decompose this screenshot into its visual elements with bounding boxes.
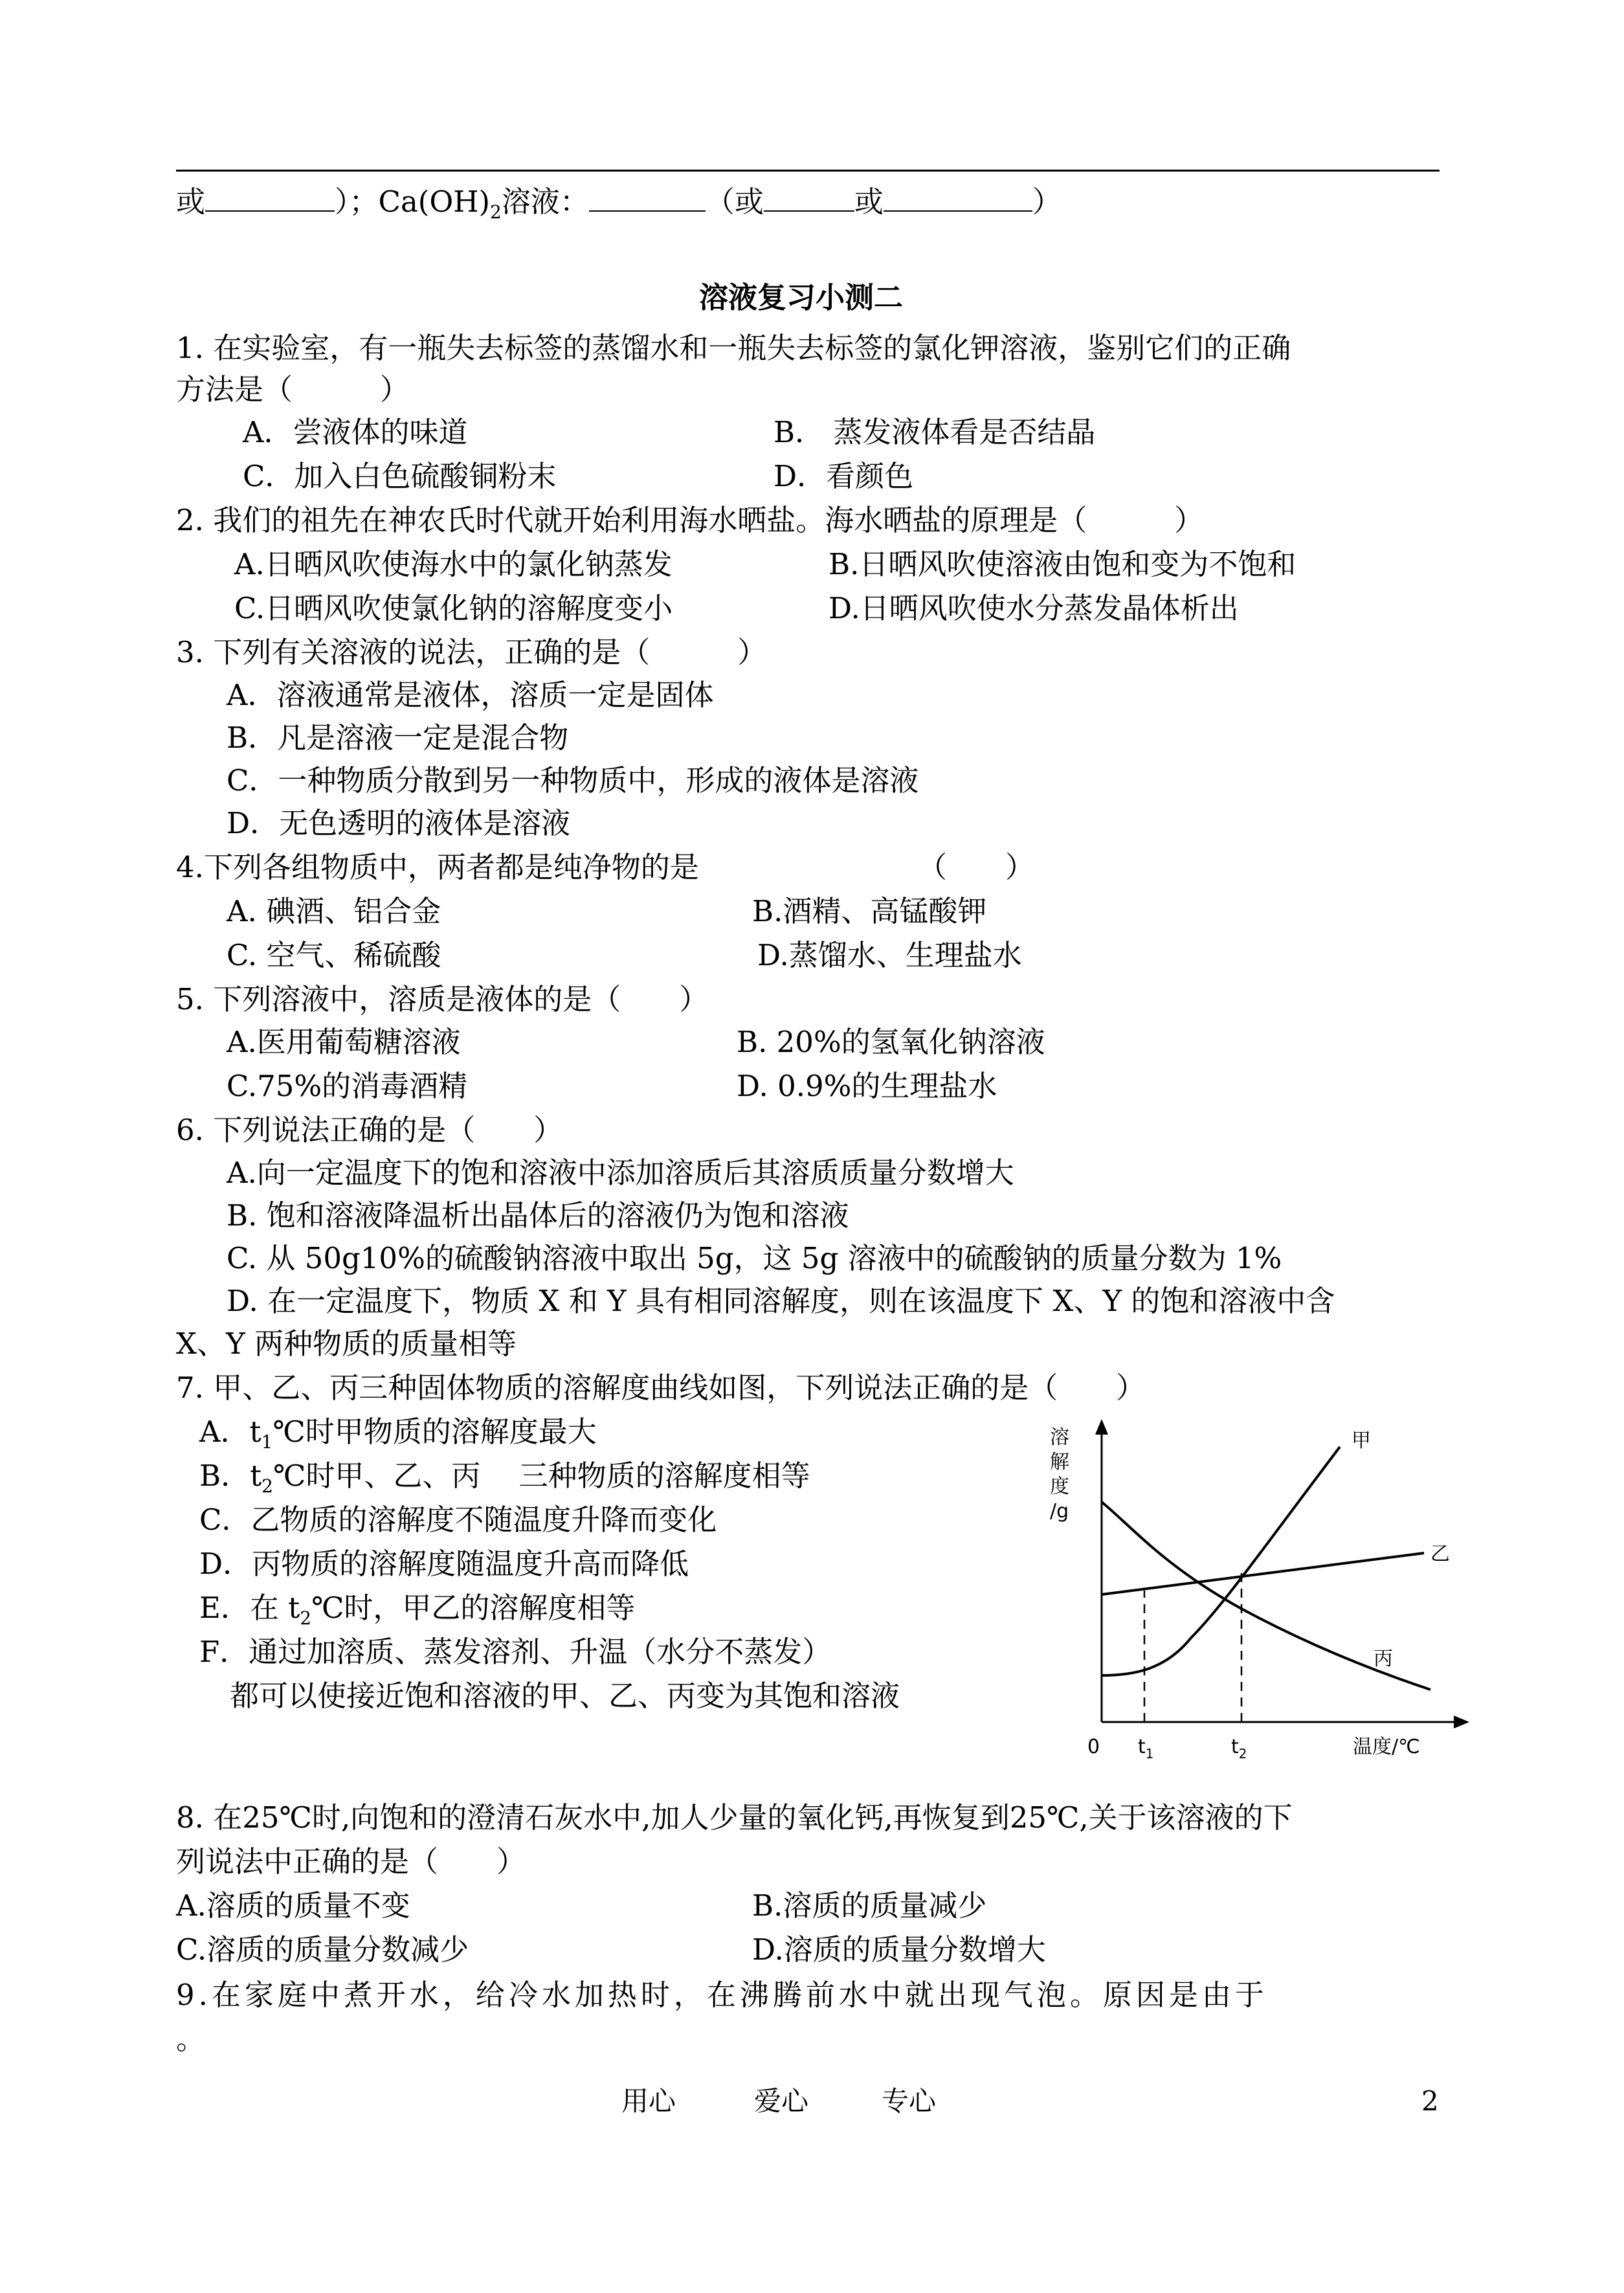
q4-answer-paren: （ ） (918, 850, 1035, 884)
option-text: B．t (199, 1459, 262, 1493)
footer-word: 爱心 (754, 2085, 809, 2117)
q3-option-b[interactable]: B．凡是溶液一定是混合物 (227, 721, 569, 755)
top-line-text: 溶液： (501, 185, 589, 219)
tick-label-t1: $t_1$ (1138, 1736, 1154, 1762)
top-line-text: 或 (854, 185, 884, 219)
q6-stem: 6. 下列说法正确的是（ ） (176, 1113, 563, 1147)
top-line (176, 183, 1062, 232)
subscript: 2 (490, 201, 502, 223)
page-number: 2 (1421, 2085, 1439, 2117)
section-title: 溶液复习小测二 (699, 280, 904, 315)
y-label-char: 解 (1050, 1451, 1069, 1473)
q7-option-d[interactable]: D．丙物质的溶解度随温度升高而降低 (199, 1547, 689, 1581)
y-label-char: /g (1050, 1500, 1069, 1523)
option-text: ℃时，甲乙的溶解度相等 (311, 1591, 636, 1625)
q5-option-b[interactable]: B. 20%的氢氧化钠溶液 (737, 1025, 1045, 1059)
q8-option-a[interactable]: A.溶质的质量不变 (176, 1888, 410, 1923)
q8-option-c[interactable]: C.溶质的质量分数减少 (176, 1932, 469, 1967)
q3-option-a[interactable]: A．溶液通常是液体，溶质一定是固体 (227, 678, 714, 712)
q7-option-f[interactable]: F．通过加溶质、蒸发溶剂、升温（水分不蒸发） (199, 1635, 832, 1669)
q6-option-d-cont: X、Y 两种物质的质量相等 (176, 1326, 517, 1361)
option-text: ℃时甲物质的溶解度最大 (273, 1415, 597, 1449)
x-axis-arrow-icon (1454, 1716, 1469, 1728)
fill-blank[interactable] (884, 185, 1032, 212)
q7-option-a[interactable] (199, 1413, 597, 1462)
q1-stem-2: 方法是（ ） (176, 372, 410, 407)
q1-option-a[interactable]: A．尝液体的味道 (243, 415, 468, 449)
y-axis-arrow-icon (1095, 1419, 1108, 1435)
q2-option-c[interactable]: C.日晒风吹使氯化钠的溶解度变小 (234, 591, 673, 625)
top-line-text: ）；Ca(OH) (335, 185, 491, 219)
fill-blank[interactable] (589, 185, 706, 212)
q7-option-b[interactable] (199, 1457, 810, 1506)
q8-option-b[interactable]: B.溶质的质量减少 (752, 1888, 987, 1923)
q5-option-a[interactable]: A.医用葡萄糖溶液 (227, 1025, 461, 1059)
top-line-text: ） (1032, 185, 1062, 219)
q3-option-c[interactable]: C．一种物质分散到另一种物质中，形成的液体是溶液 (227, 763, 919, 798)
q4-option-c[interactable]: C. 空气、稀硫酸 (227, 938, 441, 972)
q2-option-d[interactable]: D.日晒风吹使水分蒸发晶体析出 (829, 591, 1239, 625)
q9-stem: 9.在家庭中煮开水，给冷水加热时，在沸腾前水中就出现气泡。原因是由于 (176, 1978, 1268, 2012)
q3-stem: 3. 下列有关溶液的说法，正确的是（ ） (176, 635, 767, 669)
q8-option-d[interactable]: D.溶质的质量分数增大 (752, 1932, 1046, 1967)
series-label-bing: 丙 (1374, 1648, 1393, 1670)
y-label-char: 溶 (1050, 1426, 1069, 1449)
q6-option-c[interactable]: C. 从 50g10%的硫酸钠溶液中取出 5g，这 5g 溶液中的硫酸钠的质量分数为 1% (227, 1241, 1282, 1275)
q5-option-c[interactable]: C.75%的消毒酒精 (227, 1069, 468, 1103)
q1-option-c[interactable]: C．加入白色硫酸铜粉末 (243, 459, 557, 493)
subscript: 2 (300, 1607, 312, 1629)
q7-option-f-cont: 都可以使接近饱和溶液的甲、乙、丙变为其饱和溶液 (230, 1679, 900, 1713)
footer-word: 专心 (882, 2085, 937, 2117)
q8-stem-2: 列说法中正确的是（ ） (176, 1844, 526, 1879)
q7-option-c[interactable]: C．乙物质的溶解度不随温度升降而变化 (199, 1503, 717, 1537)
q6-option-d[interactable]: D. 在一定温度下，物质 X 和 Y 具有相同溶解度，则在该温度下 X、Y 的饱和溶液中含 (227, 1284, 1335, 1318)
series-yi-line (1102, 1553, 1424, 1594)
q2-option-a[interactable]: A.日晒风吹使海水中的氯化钠蒸发 (234, 547, 673, 581)
series-label-jia: 甲 (1351, 1429, 1371, 1452)
y-label-char: 度 (1050, 1475, 1069, 1498)
q4-stem: 4.下列各组物质中，两者都是纯净物的是 (176, 850, 699, 884)
q8-stem: 8. 在25℃时,向饱和的澄清石灰水中,加人少量的氧化钙,再恢复到25℃,关于该溶液的下 (176, 1800, 1293, 1835)
q4-option-a[interactable]: A. 碘酒、铝合金 (227, 894, 441, 928)
q4-option-d[interactable]: D.蒸馏水、生理盐水 (757, 938, 1022, 972)
q5-option-d[interactable]: D. 0.9%的生理盐水 (737, 1069, 997, 1103)
x-axis-label: 温度/℃ (1353, 1736, 1420, 1758)
q6-option-b[interactable]: B. 饱和溶液降温析出晶体后的溶液仍为饱和溶液 (227, 1198, 849, 1233)
footer-word: 用心 (621, 2085, 676, 2117)
q1-stem: 1. 在实验室，有一瓶失去标签的蒸馏水和一瓶失去标签的氯化钾溶液，鉴别它们的正确 (176, 331, 1291, 365)
solubility-chart (1036, 1411, 1476, 1774)
fill-blank[interactable] (205, 185, 335, 212)
origin-label: 0 (1087, 1736, 1100, 1758)
q3-option-d[interactable]: D．无色透明的液体是溶液 (227, 806, 571, 840)
fill-blank[interactable] (764, 185, 854, 212)
y-axis-label (1050, 1426, 1069, 1523)
subscript: 1 (261, 1431, 273, 1453)
q1-option-d[interactable]: D．看颜色 (773, 459, 914, 493)
q2-option-b[interactable]: B.日晒风吹使溶液由饱和变为不饱和 (829, 547, 1296, 581)
q4-option-b[interactable]: B.酒精、高锰酸钾 (752, 894, 987, 928)
q7-stem: 7. 甲、乙、丙三种固体物质的溶解度曲线如图，下列说法正确的是（ ） (176, 1370, 1146, 1405)
top-line-text: （或 (705, 185, 764, 219)
q1-option-b[interactable]: B． 蒸发液体看是否结晶 (773, 415, 1096, 449)
subscript: 2 (261, 1475, 273, 1497)
q6-option-a[interactable]: A.向一定温度下的饱和溶液中添加溶质后其溶质质量分数增大 (227, 1156, 1014, 1190)
q5-stem: 5. 下列溶液中，溶质是液体的是（ ） (176, 982, 709, 1016)
q7-option-e[interactable] (199, 1589, 635, 1638)
option-text: A．t (199, 1415, 261, 1449)
q9-end: 。 (176, 2022, 206, 2056)
option-text: E．在 t (199, 1591, 300, 1625)
header-rule (176, 170, 1440, 172)
top-line-text: 或 (176, 185, 206, 219)
series-label-yi: 乙 (1430, 1543, 1450, 1565)
option-text: ℃时甲、乙、丙 三种物质的溶解度相等 (273, 1459, 810, 1493)
tick-label-t2: $t_2$ (1231, 1736, 1247, 1762)
q2-stem: 2. 我们的祖先在神农氏时代就开始利用海水晒盐。海水晒盐的原理是（ ） (176, 503, 1204, 537)
